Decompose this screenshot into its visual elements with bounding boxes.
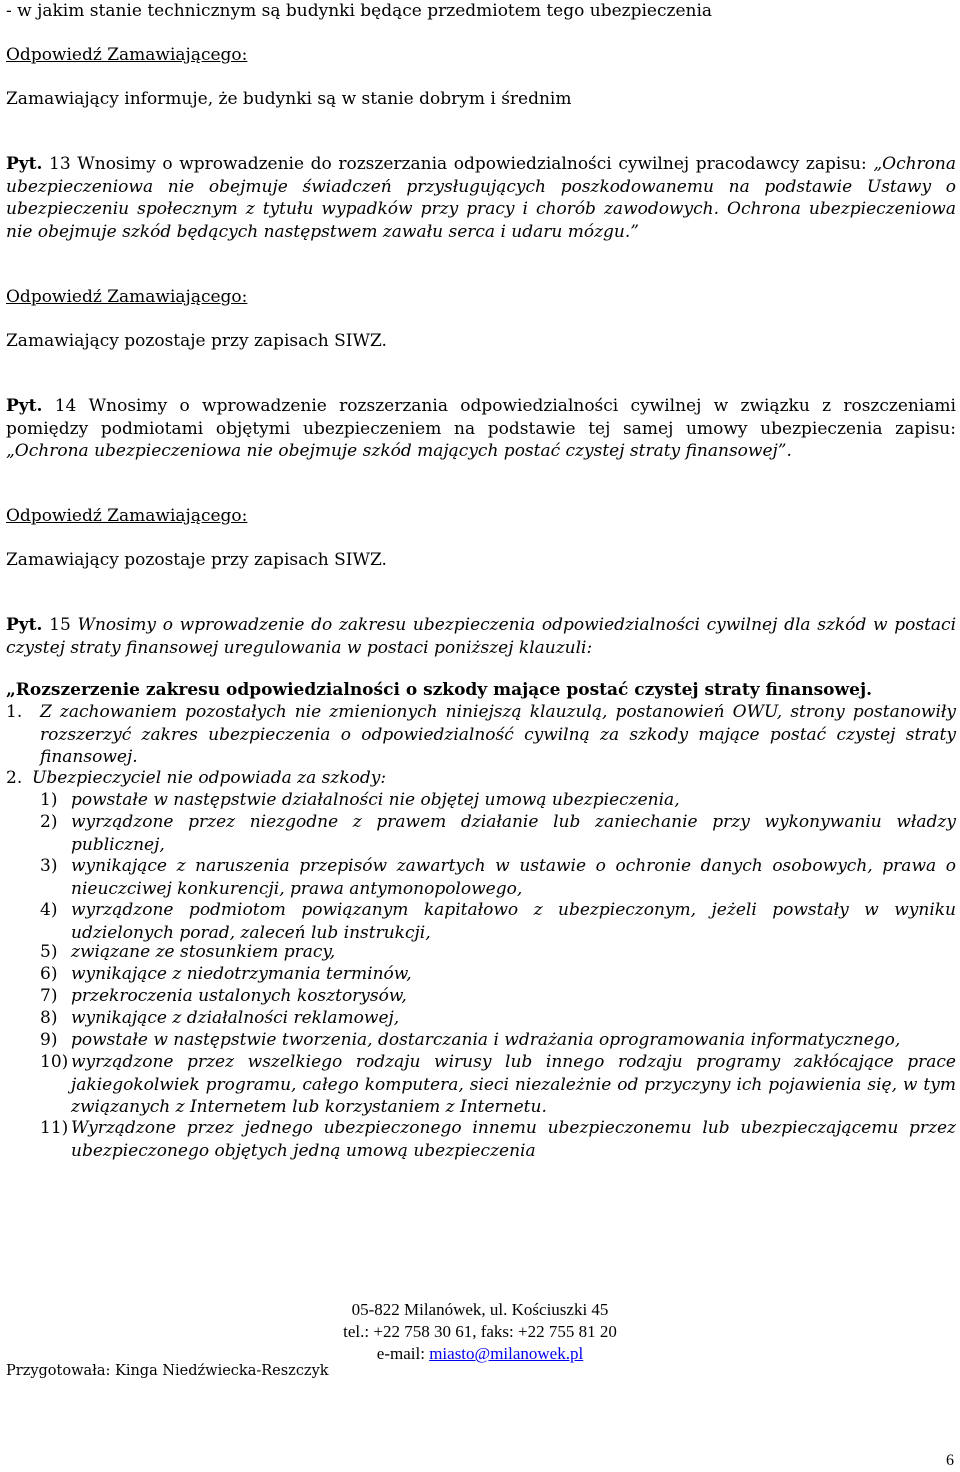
question-intro: Wnosimy o wprowadzenie do rozszerzania odpowiedzialności cywilnej pracodawcy zapisu: xyxy=(77,154,867,174)
question-number: 13 xyxy=(49,154,71,174)
answer-1: Zamawiający informuje, że budynki są w stanie dobrym i średnim xyxy=(6,89,572,109)
line-building-condition: - w jakim stanie technicznym są budynki będące przedmiotem tego ubezpieczenia xyxy=(6,1,713,21)
clause-title: „Rozszerzenie zakresu odpowiedzialności o szkody mające postać czystej straty finansowej. xyxy=(6,680,873,700)
question-14 xyxy=(6,395,956,463)
footer-email-label: e-mail: xyxy=(376,1344,430,1363)
prepared-by: Przygotowała: Kinga Niedźwiecka-Reszczyk xyxy=(6,1363,329,1379)
question-label: Pyt. xyxy=(6,396,43,416)
question-15 xyxy=(6,614,956,659)
question-quote: „Ochrona ubezpieczeniowa nie obejmuje świadczeń przysługujących poszkodowanemu na podstawie Ustawy o ubezpieczeniu społecznym z tytułu wypadków przy pracy i chorób zawodowych. Ochrona ubezpieczeniowa nie obejmuje szkód będących następstwem zawału serca i udaru mózgu.” xyxy=(6,154,957,242)
point-number: 1. xyxy=(6,702,23,722)
question-number: 15 xyxy=(49,615,71,635)
answer-heading-1: Odpowiedź Zamawiającego: xyxy=(6,45,248,65)
point-text: Ubezpieczyciel nie odpowiada za szkody: xyxy=(32,768,387,788)
point-text: Z zachowaniem pozostałych nie zmienionych niniejszą klauzulą, postanowień OWU, strony postanowiły rozszerzyć zakres ubezpieczenia o odpowiedzialność cywilną za szkody mające postać czystej straty finansowej. xyxy=(40,702,956,767)
question-quote: „Ochrona ubezpieczeniowa nie obejmuje szkód mających postać czystej straty finansowej”. xyxy=(6,441,792,461)
footer-address: 05-822 Milanówek, ul. Kościuszki 45 xyxy=(351,1300,609,1319)
answer-13: Zamawiający pozostaje przy zapisach SIWZ. xyxy=(6,331,387,351)
question-number: 14 xyxy=(54,396,77,416)
page-number: 6 xyxy=(946,1452,954,1469)
question-label: Pyt. xyxy=(6,154,43,174)
question-intro: Wnosimy o wprowadzenie do zakresu ubezpieczenia odpowiedzialności cywilnej dla szkód w postaci czystej straty finansowej uregulowania w postaci poniższej klauzuli: xyxy=(6,615,957,658)
email-link[interactable]: miasto@milanowek.pl xyxy=(429,1344,584,1363)
answer-14: Zamawiający pozostaje przy zapisach SIWZ. xyxy=(6,550,387,570)
question-intro: Wnosimy o wprowadzenie rozszerzania odpowiedzialności cywilnej w związku z roszczeniami pomiędzy podmiotami objętymi ubezpieczeniem na podstawie tej samej umowy ubezpieczenia zapisu: xyxy=(6,396,956,439)
answer-heading-13: Odpowiedź Zamawiającego: xyxy=(6,287,248,307)
footer-phone: tel.: +22 758 30 61, faks: +22 755 81 20 xyxy=(343,1322,617,1341)
question-13 xyxy=(6,153,956,243)
question-label: Pyt. xyxy=(6,615,43,635)
point-number: 2. xyxy=(6,768,23,788)
answer-heading-14: Odpowiedź Zamawiającego: xyxy=(6,506,248,526)
footer-email xyxy=(0,1343,960,1365)
